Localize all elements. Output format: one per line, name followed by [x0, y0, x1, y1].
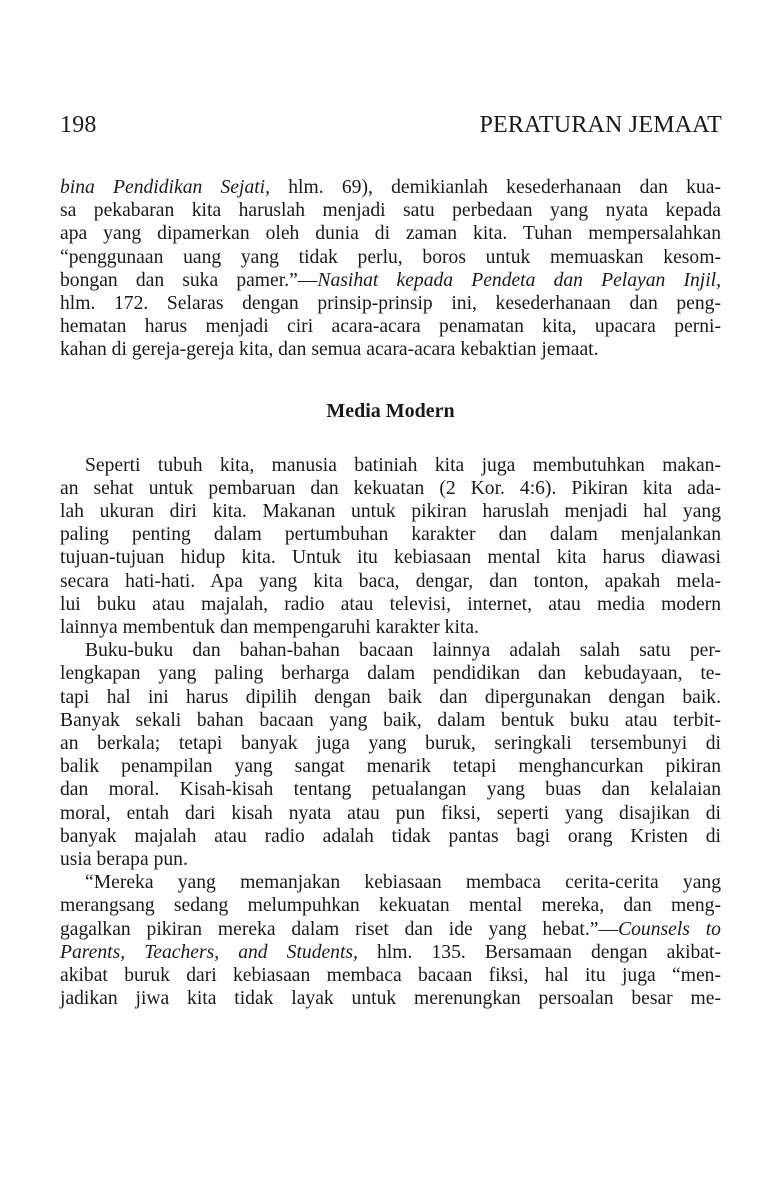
- running-header: [60, 112, 722, 146]
- text-line: moral, entah dari kisah nyata atau pun fiksi, seperti yang disajikan di: [60, 802, 721, 824]
- paragraph: [60, 639, 721, 871]
- text-line: kahan di gereja-gereja kita, dan semua acara-acara kebaktian jemaat.: [60, 339, 599, 361]
- text-line: Seperti tubuh kita, manusia batiniah kita juga membutuhkan makan-: [85, 454, 721, 476]
- text-line: banyak majalah atau radio adalah tidak pantas bagi orang Kristen di: [60, 825, 721, 847]
- text-line: akibat buruk dari kebiasaan membaca bacaan fiksi, hal itu juga “men-: [60, 965, 721, 987]
- text-line: an berkala; tetapi banyak juga yang buruk, seringkali tersembunyi di: [60, 733, 721, 755]
- text-line: usia berapa pun.: [60, 849, 188, 871]
- text-line: gagalkan pikiran mereka dalam riset dan ide yang hebat.”—Counsels to: [60, 918, 721, 940]
- text-line: sa pekabaran kita haruslah menjadi satu perbedaan yang nyata kepada: [60, 200, 721, 222]
- text-line: lah ukuran diri kita. Makanan untuk pikiran haruslah menjadi hal yang: [60, 501, 721, 523]
- text-line: lengkapan yang paling berharga dalam pendidikan dan kebudayaan, te-: [60, 663, 721, 685]
- text-line: Buku-buku dan bahan-bahan bacaan lainnya adalah salah satu per-: [85, 640, 721, 662]
- text-line: hematan harus menjadi ciri acara-acara penamatan kita, upacara perni-: [60, 316, 721, 338]
- text-line: apa yang dipamerkan oleh dunia di zaman kita. Tuhan mempersalahkan: [60, 223, 721, 245]
- running-title: PERATURAN JEMAAT: [479, 112, 722, 138]
- text-line: paling penting dalam pertumbuhan karakter dan dalam menjalankan: [60, 524, 721, 546]
- paragraph: [60, 871, 721, 1010]
- paragraph: [60, 454, 721, 640]
- text-line: tujuan-tujuan hidup kita. Untuk itu kebiasaan mental kita harus diawasi: [60, 547, 721, 569]
- text-line: balik penampilan yang sangat menarik tetapi menghancurkan pikiran: [60, 756, 721, 778]
- section-heading: Media Modern: [326, 399, 455, 422]
- text-line: hlm. 172. Selaras dengan prinsip-prinsip ini, kesederhanaan dan peng-: [60, 293, 721, 315]
- text-line: lainnya membentuk dan mempengaruhi karakter kita.: [60, 617, 479, 639]
- text-line: dan moral. Kisah-kisah tentang petualangan yang buas dan kelalaian: [60, 779, 721, 801]
- text-line: Banyak sekali bahan bacaan yang baik, dalam bentuk buku atau terbit-: [60, 709, 721, 731]
- text-line: lui buku atau majalah, radio atau televisi, internet, atau media modern: [60, 593, 721, 615]
- text-line: bongan dan suka pamer.”—Nasihat kepada Pendeta dan Pelayan Injil,: [60, 269, 721, 291]
- text-line: jadikan jiwa kita tidak layak untuk merenungkan persoalan besar me-: [60, 988, 721, 1010]
- text-line: an sehat untuk pembaruan dan kekuatan (2 Kor. 4:6). Pikiran kita ada-: [60, 477, 721, 499]
- text-line: “penggunaan uang yang tidak perlu, boros untuk memuaskan kesom-: [60, 246, 721, 268]
- text-line: bina Pendidikan Sejati, hlm. 69), demikianlah kesederhanaan dan kua-: [60, 177, 721, 198]
- text-line: secara hati-hati. Apa yang kita baca, dengar, dan tonton, apakah mela-: [60, 570, 721, 592]
- page-body: [60, 176, 721, 1011]
- page-number: 198: [60, 112, 97, 138]
- text-line: Parents, Teachers, and Students, hlm. 135. Bersamaan dengan akibat-: [60, 941, 721, 963]
- paragraph-continuation: [60, 176, 721, 362]
- text-line: tapi hal ini harus dipilih dengan baik dan dipergunakan dengan baik.: [60, 686, 721, 708]
- text-line: “Mereka yang memanjakan kebiasaan membaca cerita-cerita yang: [85, 872, 721, 894]
- text-line: merangsang sedang melumpuhkan kekuatan mental mereka, dan meng-: [60, 895, 721, 917]
